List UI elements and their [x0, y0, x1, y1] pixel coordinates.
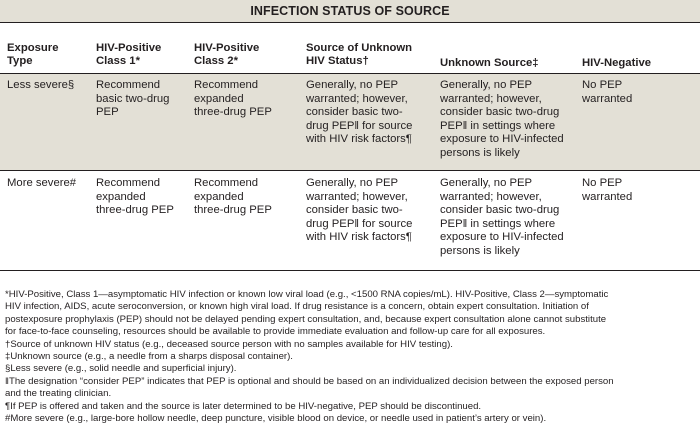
- footnote-line: ‡Unknown source (e.g., a needle from a sharps disposal container).: [5, 351, 293, 363]
- row-less-severe-unknown-source: Generally, no PEP warranted; however, consider basic two-drug PEP‖ in settings where exposure to HIV-infected persons is likely: [440, 79, 564, 159]
- col-head-hiv-negative: HIV-Negative: [582, 57, 652, 69]
- col-head-hiv-positive-class-2: HIV-Positive Class 2*: [194, 42, 260, 67]
- row-more-severe-hiv-pos-1: Recommend expanded three-drug PEP: [96, 177, 174, 216]
- footnote-line: postexposure prophylaxis (PEP) should not be delayed pending expert consultation, and, because expert consultation alone cannot substitute: [5, 313, 607, 325]
- table-bottom-rule: [0, 270, 700, 271]
- footnote-line: ‖The designation “consider PEP” indicates that PEP is optional and should be based on an individualized decision between the exposed person: [5, 375, 614, 387]
- table-title: INFECTION STATUS OF SOURCE: [0, 0, 700, 22]
- col-head-hiv-positive-class-1: HIV-Positive Class 1*: [96, 42, 162, 67]
- row-divider: [0, 170, 700, 171]
- col-head-unknown-source: Unknown Source‡: [440, 57, 539, 69]
- footnote-line: for face-to-face counseling, resources should be available to provide immediate evaluation and follow-up care for all exposures.: [5, 326, 546, 338]
- col-head-exposure-type: Exposure Type: [7, 42, 59, 67]
- footnote-line: †Source of unknown HIV status (e.g., deceased source person with no samples available for HIV testing).: [5, 338, 453, 350]
- title-rule: [0, 22, 700, 23]
- col-head-source-unknown-status: Source of Unknown HIV Status†: [306, 42, 413, 67]
- row-more-severe-unknown-status: Generally, no PEP warranted; however, consider basic two- drug PEP‖ for source with HIV risk factors¶: [306, 177, 413, 243]
- row-more-severe-hiv-neg: No PEP warranted: [582, 177, 633, 203]
- row-more-severe-exposure: More severe#: [7, 177, 77, 189]
- row-more-severe-unknown-source: Generally, no PEP warranted; however, consider basic two-drug PEP‖ in settings where exposure to HIV-infected persons is likely: [440, 177, 564, 257]
- row-less-severe-unknown-status: Generally, no PEP warranted; however, consider basic two- drug PEP‖ for source with HIV risk factors¶: [306, 79, 413, 145]
- footnote-line: HIV infection, AIDS, acute seroconversion, or known high viral load. If drug resistance is a concern, obtain expert consultation. Initiation of: [5, 301, 589, 313]
- row-more-severe-hiv-pos-2: Recommend expanded three-drug PEP: [194, 177, 272, 216]
- footnote-line: ¶If PEP is offered and taken and the source is later determined to be HIV-negative, PEP should be discontinued.: [5, 400, 482, 412]
- row-less-severe-hiv-pos-2: Recommend expanded three-drug PEP: [194, 79, 272, 118]
- footnote-line: and the treating clinician.: [5, 388, 112, 400]
- row-less-severe-hiv-pos-1: Recommend basic two-drug PEP: [96, 79, 170, 118]
- row-less-severe-hiv-neg: No PEP warranted: [582, 79, 633, 105]
- row-less-severe-exposure: Less severe§: [7, 79, 75, 91]
- footnote-line: §Less severe (e.g., solid needle and superficial injury).: [5, 363, 237, 375]
- footnote-line: *HIV-Positive, Class 1—asymptomatic HIV infection or known low viral load (e.g., <1500 RNA copies/mL). HIV-Positive, Class 2—symptomatic: [5, 289, 609, 300]
- footnotes: [5, 289, 697, 425]
- footnote-line: #More severe (e.g., large-bore hollow needle, deep puncture, visible blood on device, or needle used in patient’s artery or vein).: [5, 413, 547, 425]
